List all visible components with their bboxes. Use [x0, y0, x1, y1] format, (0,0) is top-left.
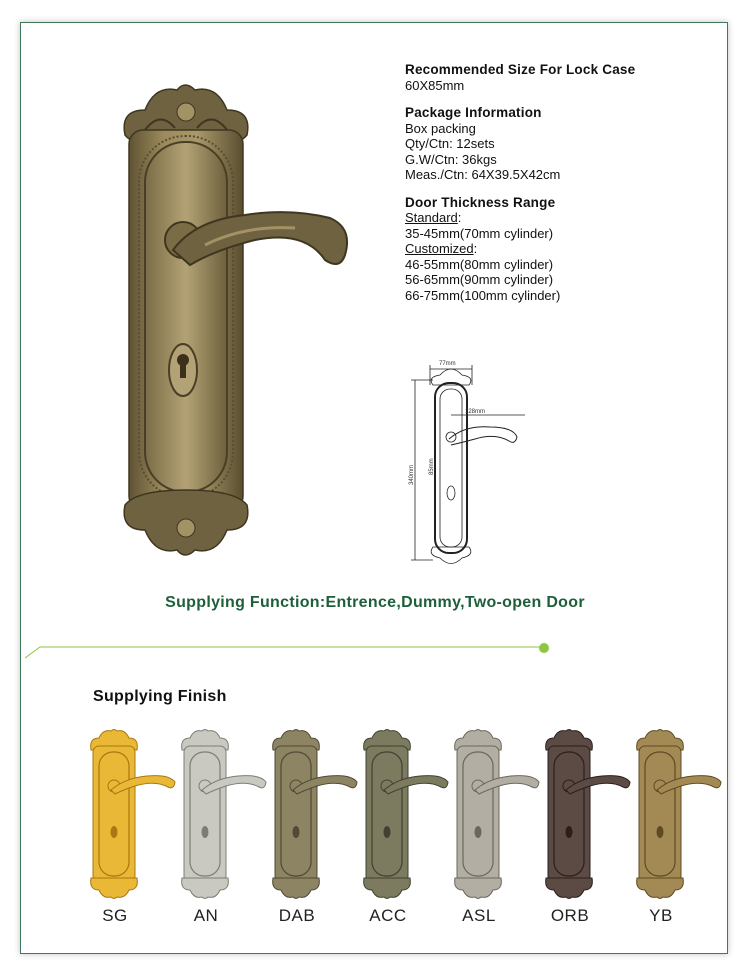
door-thickness-block: [405, 195, 725, 304]
finish-code-label: ACC: [369, 906, 407, 925]
finish-code-label: SG: [102, 906, 128, 925]
finish-lock-image: [176, 728, 268, 900]
finish-swatches: [85, 728, 725, 948]
drawing-width-label: 77mm: [439, 361, 456, 367]
divider-line: [25, 640, 555, 660]
drawing-height-label: 340mm: [409, 464, 415, 485]
standard-colon: :: [457, 210, 462, 225]
finish-code-label: DAB: [278, 906, 316, 925]
package-line: Meas./Ctn: 64X39.5X42cm: [405, 167, 561, 182]
customized-line: 46-55mm(80mm cylinder): [405, 256, 554, 272]
door-thickness-title: Door Thickness Range: [405, 194, 556, 210]
finish-asl: [449, 728, 539, 938]
technical-drawing: [405, 355, 535, 570]
package-line: Box packing: [405, 120, 476, 136]
package-line: G.W/Ctn: 36kgs: [405, 151, 497, 167]
specifications: [405, 62, 725, 315]
customized-line: 66-75mm(100mm cylinder): [405, 287, 561, 303]
finish-acc: [358, 728, 448, 938]
customized-label: Customized: [405, 241, 474, 256]
finish-code-label: AN: [193, 906, 219, 925]
package-title: Package Information: [405, 105, 542, 120]
finish-lock-image: [449, 728, 541, 900]
finish-lock-image: [540, 728, 632, 900]
finish-code-label: YB: [649, 906, 673, 925]
supplying-finish-title: Supplying Finish: [93, 688, 227, 705]
main-lock-image: [115, 80, 365, 560]
finish-dab: [267, 728, 357, 938]
drawing-handle-label: 128mm: [465, 409, 486, 415]
finish-yb: [631, 728, 721, 938]
lock-case-block: [405, 62, 725, 93]
finish-sg: [85, 728, 175, 938]
finish-code-label: ASL: [462, 906, 496, 925]
finish-lock-image: [358, 728, 450, 900]
finish-lock-image: [85, 728, 177, 900]
customized-colon: :: [473, 241, 478, 256]
finish-orb: [540, 728, 630, 938]
lock-case-value: 60X85mm: [405, 77, 465, 93]
package-block: [405, 105, 725, 183]
finish-lock-image: [267, 728, 359, 900]
package-line: Qty/Ctn: 12sets: [405, 136, 495, 151]
standard-line: 35-45mm(70mm cylinder): [405, 225, 554, 241]
supplying-function-text: Supplying Function:Entrence,Dummy,Two-open Door: [165, 594, 585, 611]
standard-label: Standard: [405, 210, 458, 225]
drawing-center-label: 85mm: [429, 458, 435, 475]
finish-code-label: ORB: [550, 906, 590, 925]
finish-lock-image: [631, 728, 723, 900]
customized-line: 56-65mm(90mm cylinder): [405, 272, 554, 287]
lock-case-title: Recommended Size For Lock Case: [405, 62, 636, 77]
finish-an: [176, 728, 266, 938]
